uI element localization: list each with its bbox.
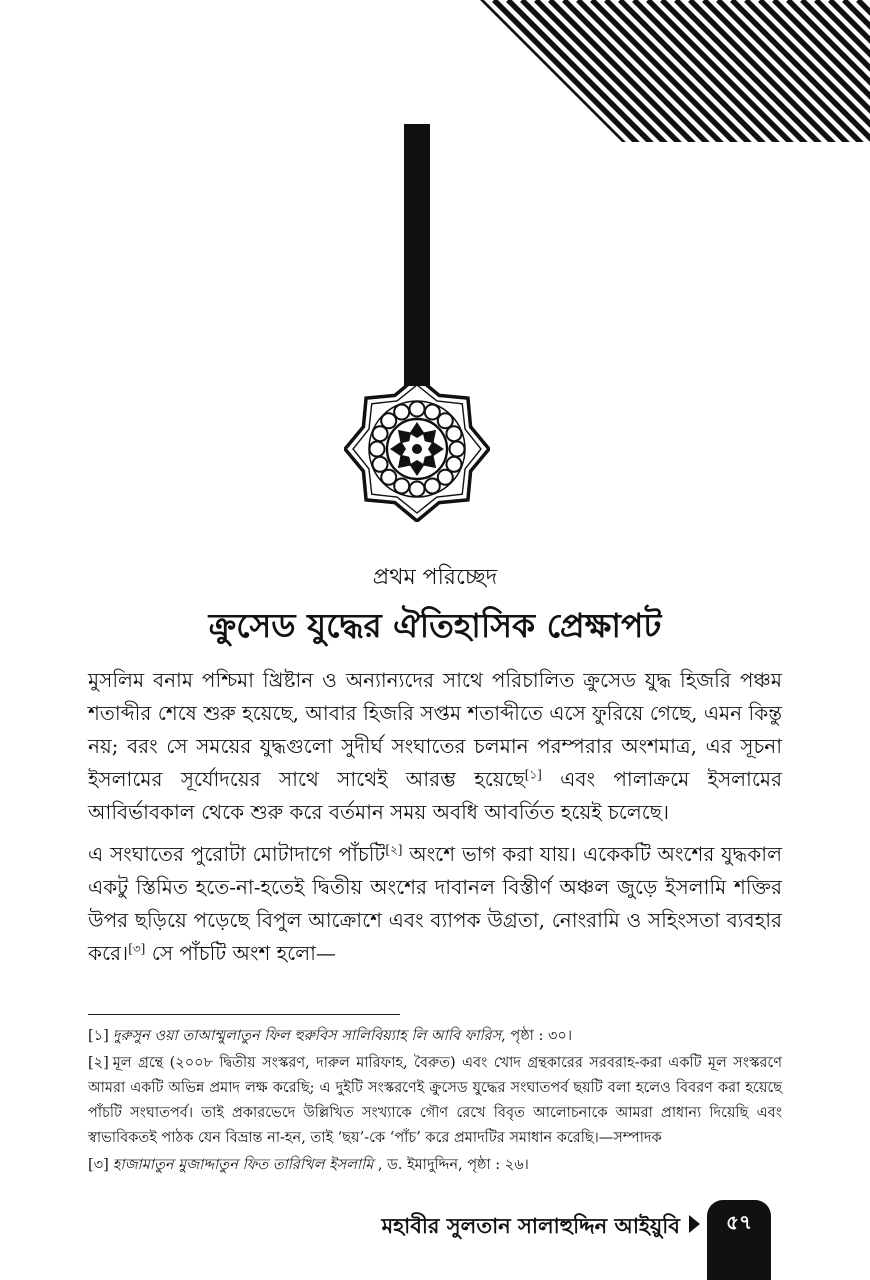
footnotes [88,1024,782,1180]
petal [410,402,425,417]
footnote-marker: [১] [88,1028,109,1044]
footnote-ref[interactable]: [১] [524,767,542,782]
footnote-divider [88,1014,400,1015]
petal [410,482,425,497]
body-text: অংশে ভাগ করা যায়। একেকটি অংশের যুদ্ধকাল একটু স্তিমিত হতে-না-হতেই দ্বিতীয় অংশের দাবানল বিস্তীর্ণ অঞ্চল জুড়ে ইসলামি শক্তির উপর ছড়িয়ে পড়েছে বিপুল আক্রোশে এবং ব্যাপক উগ্রতা, নোংরামি ও সহিংসতা ব্যবহার করে। [88,842,782,965]
body-text: মুসলিম বনাম পশ্চিমা খ্রিষ্টান ও অন্যান্যদের সাথে পরিচালিত ক্রুসেড যুদ্ধ হিজরি পঞ্চম শতাব্দীর শেষে শুরু হয়েছে, আবার হিজরি সপ্তম শতাব্দীতে এসে ফুরিয়ে গেছে, এমন কিন্তু নয়; বরং সে সময়ের যুদ্ধগুলো সুদীর্ঘ সংঘাতের চলমান পরম্পরার অংশমাত্র, এর সূচনা ইসলামের সূর্যোদয়ের সাথে সাথেই আরম্ভ হয়েছে [88,668,782,791]
footnote-text: মূল গ্রন্থে (২০০৮ দ্বিতীয় সংস্করণ, দারুল মারিফাহ, বৈরুত) এবং খোদ গ্রন্থকারের সরবরাহ-করা একটি মূল সংস্করণে আমরা একটি অভিন্ন প্রমাদ লক্ষ করেছি; এ দুইটি সংস্করণেই ক্রুসেড যুদ্ধের সংঘাতপর্ব ছয়টি বলা হলেও বিবরণ করা হয়েছে পাঁচটি সংঘাতপর্ব। তাই প্রকারভেদে উল্লিখিত সংখ্যাকে গৌণ রেখে বিবৃত আলোচনাকে আমরা প্রাধান্য দিয়েছি এবং স্বাভাবিকতই পাঠক যেন বিভ্রান্ত না-হন, তাই ‘ছয়’-কে ‘পাঁচ’ করে প্রমাদটির সমাধান করেছি।—সম্পাদক [88,1055,782,1146]
body-paragraph-1 [88,664,782,829]
body-text: সে পাঁচটি অংশ হলো— [145,941,336,965]
petal [373,457,388,472]
body-paragraph-2 [88,838,782,970]
running-book-title: মহাবীর সুলতান সালাহুদ্দিন আইয়ুবি [381,1214,680,1238]
footnote-marker: [২] [88,1055,109,1071]
page-number: ৫৭ [726,1210,752,1234]
body-text: এবং পালাক্রমে ইসলামের আবির্ভাবকাল থেকে শুরু করে বর্তমান সময় অবধি আবর্তিত হয়েই চলেছে। [88,767,783,824]
chapter-vertical-bar [404,124,430,386]
petal [394,405,409,420]
chapter-label: প্রথম পরিচ্ছেদ [372,565,498,590]
medallion-ornament-icon [344,376,490,522]
chapter-title: ক্রুসেড যুদ্ধের ঐতিহাসিক প্রেক্ষাপট [208,606,662,645]
footnote-text: , ড. ইমাদুদ্দিন, পৃষ্ঠা : ২৬। [373,1157,529,1173]
footnote-ref[interactable]: [৩] [128,941,146,956]
center-dot [412,444,422,454]
footnote-text: , পৃষ্ঠা : ৩০। [501,1028,573,1044]
petal [450,442,465,457]
triangle-arrow-icon [689,1215,700,1233]
petal [425,478,440,493]
footnote-ref[interactable]: [২] [385,842,403,857]
diagonal-stripes-decoration [480,0,870,142]
body-text: এ সংঘাতের পুরোটা মোটাদাগে পাঁচটি [88,842,386,866]
footnote-marker: [৩] [88,1157,109,1173]
footnote-source-title: হাজামাতুন মুজাদ্দাতুন ফিত তারিখিল ইসলামি [112,1157,374,1173]
footnote-source-title: দুরুসুন ওয়া তাআম্মুলাতুন ফিল হুরুবিস সালিবিয়্যাহ লি আবি ফারিস [112,1028,502,1044]
footnote-2 [88,1051,782,1151]
footnote-3 [88,1153,782,1178]
footnote-1 [88,1024,782,1049]
petal [370,442,385,457]
petal [446,426,461,441]
